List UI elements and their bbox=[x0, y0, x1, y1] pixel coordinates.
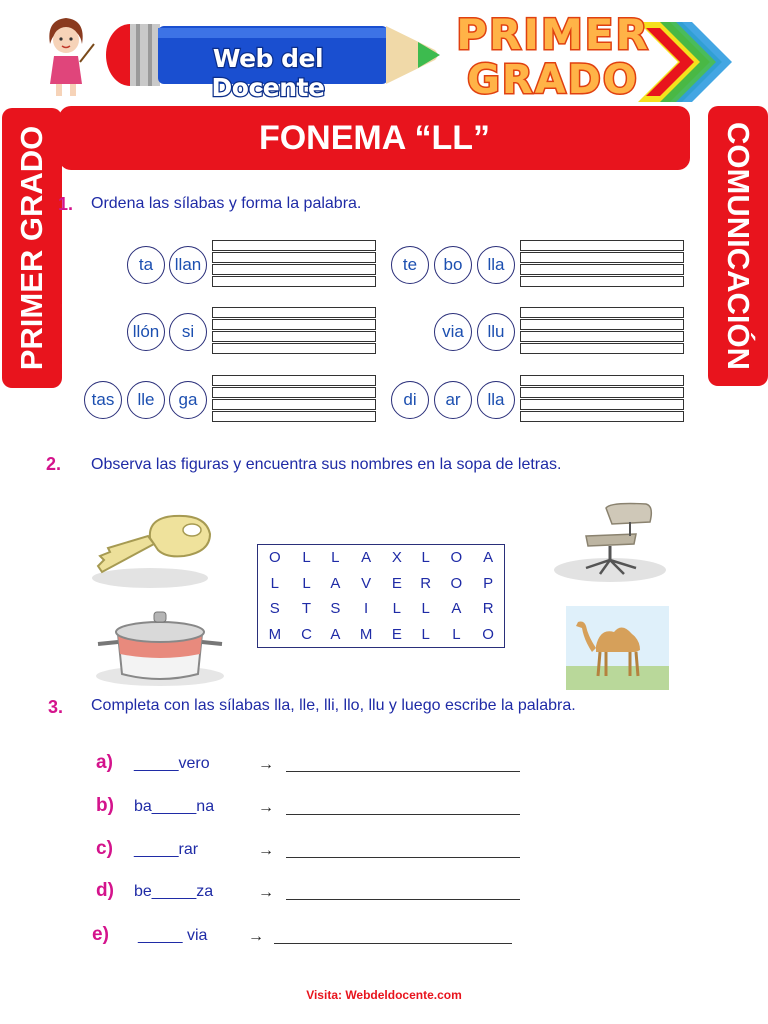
logo-text: Web del Docente bbox=[211, 44, 325, 102]
grid-letter[interactable]: O bbox=[268, 549, 281, 567]
answer-line[interactable] bbox=[286, 899, 520, 900]
answer-line[interactable] bbox=[274, 943, 512, 944]
grid-letter[interactable]: S bbox=[330, 600, 341, 618]
syllable-circle: lle bbox=[127, 381, 165, 419]
grid-letter[interactable]: L bbox=[270, 574, 279, 592]
answer-lines[interactable] bbox=[520, 307, 684, 355]
grid-letter[interactable]: R bbox=[482, 600, 494, 618]
grid-letter[interactable]: A bbox=[361, 549, 372, 567]
grid-letter[interactable]: E bbox=[391, 574, 402, 592]
item-label: a) bbox=[96, 752, 113, 773]
grid-letter[interactable]: A bbox=[483, 549, 494, 567]
item-word: _____rar bbox=[134, 841, 199, 858]
syllable-circle: di bbox=[391, 381, 429, 419]
syllable-circle: ta bbox=[127, 246, 165, 284]
syllable-circle: si bbox=[169, 313, 207, 351]
grid-letter[interactable]: M bbox=[359, 625, 373, 643]
syllable-circle: tas bbox=[84, 381, 122, 419]
answer-line[interactable] bbox=[286, 857, 520, 858]
item-word: ba_____na bbox=[134, 798, 215, 815]
grade-logo bbox=[438, 10, 668, 106]
grid-letter[interactable]: A bbox=[330, 574, 341, 592]
item-label: b) bbox=[96, 795, 114, 816]
grid-letter[interactable]: P bbox=[483, 574, 494, 592]
question-1-number: 1. bbox=[58, 194, 74, 214]
answer-lines[interactable] bbox=[520, 375, 684, 423]
teacher-mascot-icon bbox=[36, 14, 96, 98]
grid-letter[interactable]: E bbox=[391, 625, 402, 643]
side-label-right bbox=[708, 106, 768, 386]
syllable-circle: llón bbox=[127, 313, 165, 351]
answer-line[interactable] bbox=[286, 814, 520, 815]
grid-letter[interactable]: A bbox=[451, 600, 462, 618]
syllable-circle: llan bbox=[169, 246, 207, 284]
grade-logo-line2: GRADO bbox=[467, 57, 639, 103]
item-label: c) bbox=[96, 838, 113, 859]
grid-letter[interactable]: I bbox=[363, 600, 369, 618]
syllable-circle: via bbox=[434, 313, 472, 351]
grid-letter[interactable]: S bbox=[269, 600, 280, 618]
chair-image bbox=[550, 500, 668, 584]
key-image bbox=[88, 508, 214, 592]
side-label-left-text: PRIMER GRADO bbox=[14, 125, 49, 371]
syllable-circle: llu bbox=[477, 313, 515, 351]
question-1-text: Ordena las sílabas y forma la palabra. bbox=[91, 195, 362, 212]
page-title: FONEMA “LL” bbox=[59, 106, 690, 170]
grid-letter[interactable]: L bbox=[392, 600, 401, 618]
answer-lines[interactable] bbox=[212, 307, 376, 355]
right-arrow-icon: → bbox=[258, 842, 274, 859]
grid-letter[interactable]: M bbox=[268, 625, 282, 643]
right-arrow-icon: → bbox=[258, 884, 274, 901]
footer-link[interactable]: Visita: Webdeldocente.com bbox=[306, 988, 462, 1002]
word-search-grid bbox=[257, 544, 505, 648]
question-3-number: 3. bbox=[48, 697, 64, 717]
side-label-right-text: COMUNICACIÓN bbox=[721, 122, 756, 370]
grid-letter[interactable]: L bbox=[421, 625, 430, 643]
grid-letter[interactable]: O bbox=[450, 574, 463, 592]
grid-letter[interactable]: L bbox=[331, 549, 340, 567]
syllable-circle: ar bbox=[434, 381, 472, 419]
grid-letter[interactable]: V bbox=[361, 574, 372, 592]
item-word: _____vero bbox=[134, 755, 210, 772]
camel-image bbox=[566, 606, 669, 690]
grid-letter[interactable]: C bbox=[301, 625, 312, 643]
right-arrow-icon: → bbox=[248, 928, 264, 945]
grid-letter[interactable]: X bbox=[391, 549, 402, 567]
question-2-number: 2. bbox=[46, 454, 62, 474]
side-label-left bbox=[2, 108, 62, 388]
answer-line[interactable] bbox=[286, 771, 520, 772]
answer-lines[interactable] bbox=[520, 240, 684, 288]
syllable-circle: bo bbox=[434, 246, 472, 284]
grid-letter[interactable]: L bbox=[302, 574, 311, 592]
grid-letter[interactable]: T bbox=[301, 600, 312, 618]
item-word: _____ via bbox=[138, 927, 208, 944]
right-arrow-icon: → bbox=[258, 799, 274, 816]
right-arrow-icon: → bbox=[258, 756, 274, 773]
grid-letter[interactable]: L bbox=[421, 600, 430, 618]
grid-letter[interactable]: L bbox=[452, 625, 461, 643]
grid-letter[interactable]: A bbox=[330, 625, 341, 643]
syllable-circle: ga bbox=[169, 381, 207, 419]
pot-image bbox=[90, 604, 228, 688]
syllable-circle: te bbox=[391, 246, 429, 284]
item-label: e) bbox=[92, 924, 109, 945]
item-label: d) bbox=[96, 880, 114, 901]
question-3-text: Completa con las sílabas lla, lle, lli, llo, llu y luego escribe la palabra. bbox=[91, 697, 576, 714]
syllable-circle: lla bbox=[477, 246, 515, 284]
grid-letter[interactable]: L bbox=[302, 549, 311, 567]
answer-lines[interactable] bbox=[212, 240, 376, 288]
syllable-circle: lla bbox=[477, 381, 515, 419]
grid-letter[interactable]: O bbox=[450, 549, 463, 567]
item-word: be_____za bbox=[134, 883, 214, 900]
grid-letter[interactable]: R bbox=[420, 574, 432, 592]
grid-letter[interactable]: L bbox=[421, 549, 430, 567]
grid-letter[interactable]: O bbox=[482, 625, 494, 643]
grade-logo-line1: PRIMER bbox=[456, 10, 650, 59]
answer-lines[interactable] bbox=[212, 375, 376, 423]
question-2-text: Observa las figuras y encuentra sus nombres en la sopa de letras. bbox=[91, 456, 562, 473]
